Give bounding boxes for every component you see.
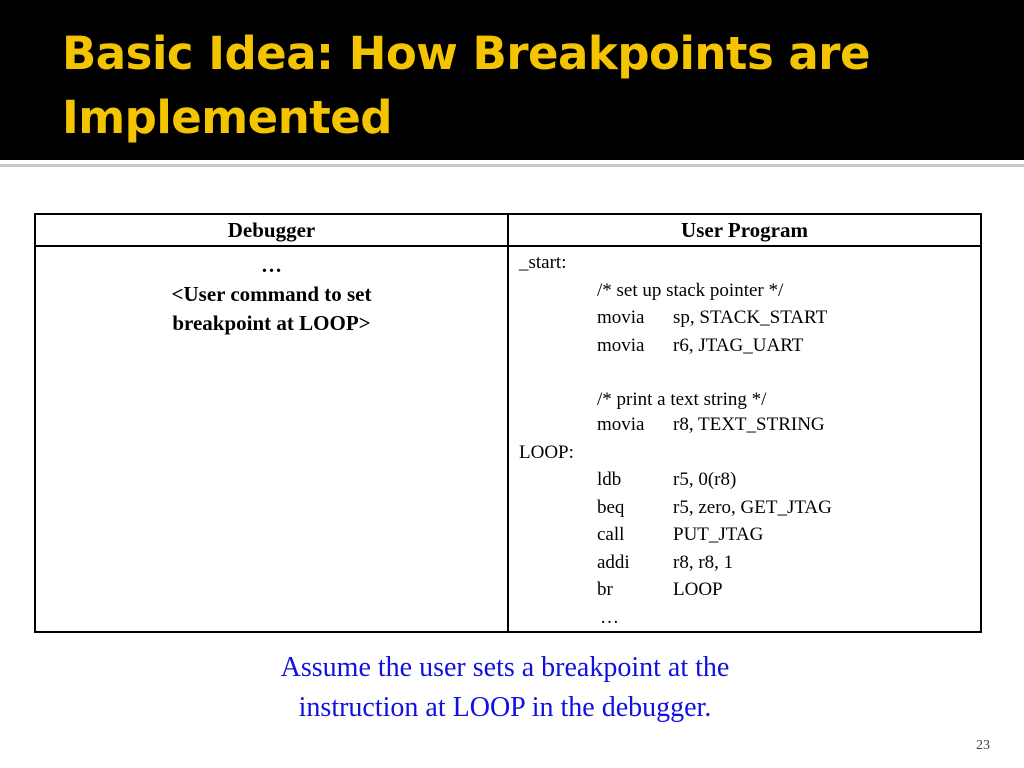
debugger-command-line2: breakpoint at LOOP> — [172, 311, 371, 335]
breakpoint-table — [34, 213, 982, 633]
code-args: r5, zero, GET_JTAG — [673, 496, 832, 518]
code-line — [519, 411, 980, 439]
code-opcode: movia — [597, 307, 645, 328]
code-opcode: call — [597, 524, 625, 545]
slide-title: Basic Idea: How Breakpoints are Implemented — [62, 27, 870, 144]
code-line — [519, 332, 980, 360]
code-line — [519, 576, 980, 604]
code-args: r5, 0(r8) — [673, 469, 737, 490]
header-debugger: Debugger — [35, 214, 508, 246]
code-opcode: movia — [597, 334, 645, 356]
code-line — [519, 277, 980, 305]
code-opcode: br — [597, 579, 613, 600]
code-line — [519, 549, 980, 577]
debugger-command-line1: <User command to set — [171, 282, 372, 306]
code-line — [519, 439, 980, 467]
code-args: r8, TEXT_STRING — [673, 414, 825, 435]
caption — [0, 648, 1010, 728]
table-header-row — [35, 214, 981, 246]
header-user-program: User Program — [508, 214, 981, 246]
code-opcode: movia — [597, 414, 645, 435]
code-line — [519, 494, 980, 522]
code-comment: /* set up stack pointer */ — [597, 279, 784, 301]
code-line — [519, 521, 980, 549]
code-blank-line — [519, 359, 980, 386]
debugger-cell — [35, 246, 508, 632]
caption-line-2: instruction at LOOP in the debugger. — [298, 692, 712, 723]
code-opcode: ldb — [597, 469, 622, 490]
title-bar — [0, 0, 1024, 160]
code-args: PUT_JTAG — [673, 524, 764, 545]
user-program-cell — [508, 246, 981, 632]
code-line — [519, 386, 980, 411]
title-divider — [0, 164, 1024, 167]
loop-label: LOOP: — [519, 441, 574, 463]
caption-line-1: Assume the user sets a breakpoint at the — [280, 652, 730, 683]
table-body-row — [35, 246, 981, 632]
code-args: LOOP — [673, 579, 723, 600]
code-args: r8, r8, 1 — [673, 551, 734, 573]
code-line — [519, 466, 980, 494]
code-opcode: addi — [597, 551, 630, 573]
code-opcode: beq — [597, 496, 625, 518]
code-line — [519, 604, 980, 632]
page-number: 23 — [976, 738, 990, 753]
code-comment: /* print a text string */ — [597, 389, 767, 410]
code-args: r6, JTAG_UART — [673, 334, 804, 356]
code-ellipsis: … — [600, 606, 619, 628]
debugger-ellipsis: … — [261, 253, 282, 277]
code-args: sp, STACK_START — [673, 307, 828, 328]
code-line — [519, 304, 980, 332]
start-label: _start: — [519, 252, 567, 273]
code-line — [519, 249, 980, 277]
